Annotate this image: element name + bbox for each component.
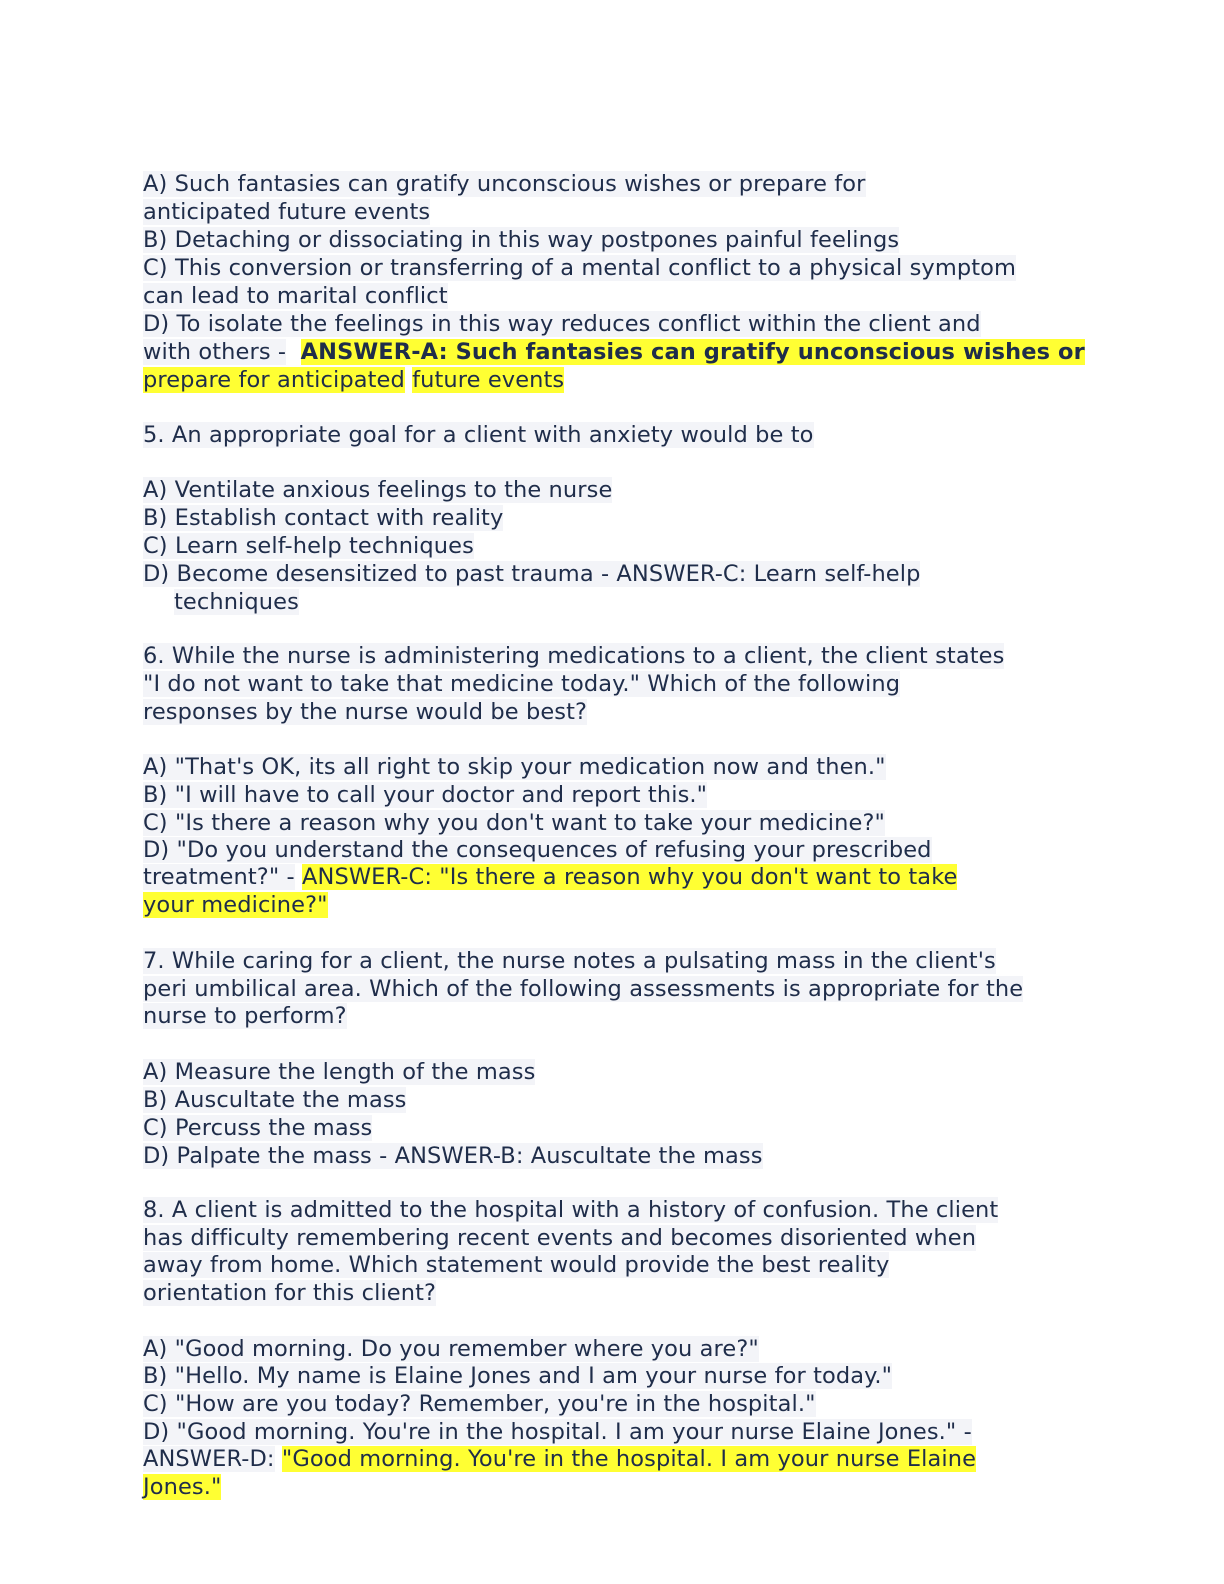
q8-option-a: A) "Good morning. Do you remember where you are?" (143, 1336, 759, 1362)
q6-answer-line2: your medicine?" (143, 892, 328, 918)
q6-question-line1: 6. While the nurse is administering medications to a client, the client states (143, 643, 1005, 669)
q8-answer-line2: Jones." (143, 1474, 222, 1500)
q5-option-d-line1: D) Become desensitized to past trauma - ANSWER-C: Learn self-help (143, 561, 921, 587)
q4-option-b: B) Detaching or dissociating in this way postpones painful feelings (143, 227, 900, 253)
q6-option-b: B) "I will have to call your doctor and report this." (143, 782, 708, 808)
q8-question-line1: 8. A client is admitted to the hospital with a history of confusion. The client (143, 1197, 999, 1223)
q4-option-c-line2: can lead to marital conflict (143, 283, 448, 309)
q5-option-c: C) Learn self-help techniques (143, 533, 474, 559)
q6-answer: ANSWER-C: "Is there a reason why you don't want to take (302, 864, 958, 890)
q4-option-a-line1: A) Such fantasies can gratify unconscious wishes or prepare for (143, 171, 866, 197)
q5-question: 5. An appropriate goal for a client with anxiety would be to (143, 422, 814, 448)
q8-question-line2: has difficulty remembering recent events and becomes disoriented when (143, 1225, 977, 1251)
q6-option-a: A) "That's OK, its all right to skip your medication now and then." (143, 754, 886, 780)
q6-option-c: C) "Is there a reason why you don't want to take your medicine?" (143, 810, 885, 836)
q7-option-c: C) Percuss the mass (143, 1115, 373, 1141)
q4-option-a-line2: anticipated future events (143, 199, 431, 225)
q7-question-line2: peri umbilical area. Which of the following assessments is appropriate for the (143, 976, 1024, 1002)
q5-option-d-line2: techniques (174, 589, 299, 615)
q8-option-d: D) "Good morning. You're in the hospital. I am your nurse Elaine Jones." - (143, 1419, 972, 1445)
q5-option-b: B) Establish contact with reality (143, 505, 504, 531)
q7-option-d: D) Palpate the mass - ANSWER-B: Auscultate the mass (143, 1143, 763, 1169)
q7-option-a: A) Measure the length of the mass (143, 1059, 536, 1085)
q4-option-c-line1: C) This conversion or transferring of a mental conflict to a physical symptom (143, 255, 1017, 281)
q8-option-b: B) "Hello. My name is Elaine Jones and I am your nurse for today." (143, 1363, 893, 1389)
q8-option-c: C) "How are you today? Remember, you're in the hospital." (143, 1391, 816, 1417)
q8-question-line3: away from home. Which statement would provide the best reality (143, 1252, 890, 1278)
q8-answer: "Good morning. You're in the hospital. I am your nurse Elaine (281, 1446, 977, 1472)
q7-question-line3: nurse to perform? (143, 1003, 347, 1029)
q6-question-line2: "I do not want to take that medicine today." Which of the following (143, 671, 901, 697)
q7-question-line1: 7. While caring for a client, the nurse notes a pulsating mass in the client's (143, 948, 996, 974)
q6-option-d-line1: D) "Do you understand the consequences of refusing your prescribed (143, 837, 932, 863)
q8-question-line4: orientation for this client? (143, 1280, 437, 1306)
q5-option-a: A) Ventilate anxious feelings to the nurse (143, 477, 613, 503)
q4-option-d-line1: D) To isolate the feelings in this way reduces conflict within the client and (143, 311, 981, 337)
q8-answer-line1: ANSWER-D: "Good morning. You're in the hospital. I am your nurse Elaine (143, 1446, 977, 1472)
q4-answer: ANSWER-A: Such fantasies can gratify unconscious wishes or (300, 339, 1085, 365)
q6-option-d-line2: treatment?" - ANSWER-C: "Is there a reason why you don't want to take (143, 864, 958, 890)
q6-question-line3: responses by the nurse would be best? (143, 699, 588, 725)
q4-option-d-line2: with others - ANSWER-A: Such fantasies can gratify unconscious wishes or (143, 339, 1085, 365)
q4-answer-line2: prepare for anticipated future events (143, 367, 565, 393)
q7-option-b: B) Auscultate the mass (143, 1087, 407, 1113)
